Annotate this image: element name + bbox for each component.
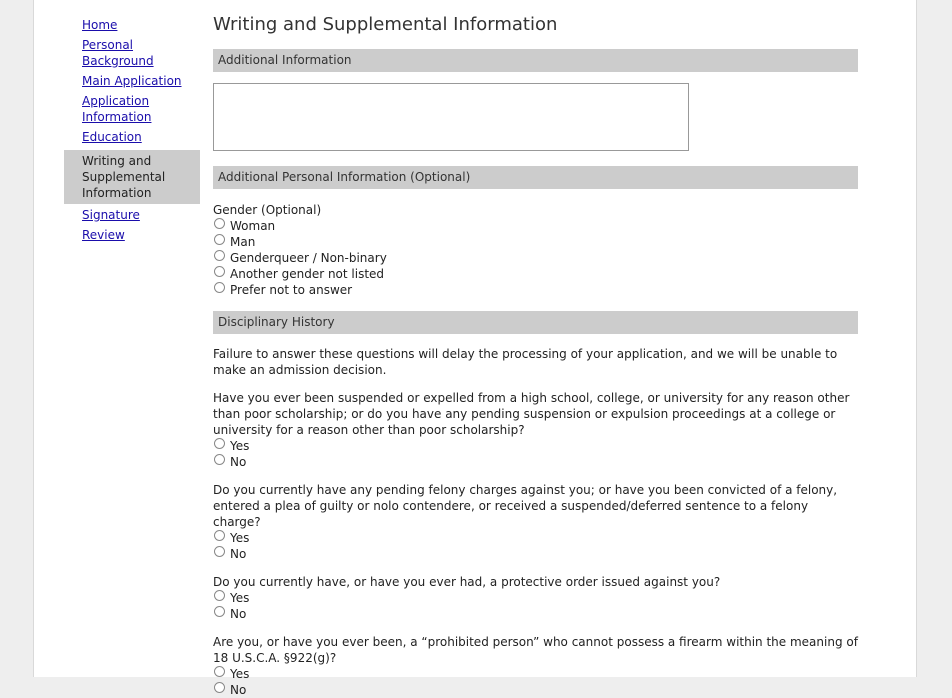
radio-button[interactable] [214, 438, 225, 449]
radio-button[interactable] [214, 546, 225, 557]
page-container [33, 0, 917, 697]
suspension-yes[interactable] [213, 438, 858, 454]
radio-button[interactable] [214, 454, 225, 465]
sidebar-item-application-information[interactable] [64, 92, 200, 128]
gender-option-genderqueer[interactable] [213, 250, 858, 266]
nav-link-review[interactable]: Review [82, 228, 125, 242]
sidebar-item-review[interactable] [64, 226, 200, 246]
option-label: Yes [230, 531, 250, 545]
option-label: Yes [230, 439, 250, 453]
sidebar-item-education[interactable] [64, 128, 200, 148]
prohibited-person-yes[interactable] [213, 666, 858, 682]
section-header-additional-information: Additional Information [213, 49, 858, 72]
sidebar-item-main-application[interactable] [64, 72, 200, 92]
sidebar-nav [64, 16, 200, 246]
sidebar-item-home[interactable] [64, 16, 200, 36]
nav-current-label: Writing and Supplemental Information [82, 154, 166, 200]
section-header-disciplinary-history: Disciplinary History [213, 311, 858, 334]
option-label: Woman [230, 219, 276, 233]
option-label: No [230, 547, 247, 561]
question-felony: Do you currently have any pending felony charges against you; or have you been convicted of a felony, entered a plea of guilty or nolo contendere, or received a suspended/deferred sentence to a felony charge? [213, 483, 838, 529]
sidebar-item-personal-background[interactable] [64, 36, 200, 72]
felony-no[interactable] [213, 546, 858, 562]
protective-order-yes[interactable] [213, 590, 858, 606]
main-content [213, 12, 858, 698]
suspension-no[interactable] [213, 454, 858, 470]
question-prohibited-person: Are you, or have you ever been, a “prohibited person” who cannot possess a firearm within the meaning of 18 U.S.C.A. §922(g)? [213, 635, 858, 665]
gender-label: Gender (Optional) [213, 203, 322, 217]
gender-option-another[interactable] [213, 266, 858, 282]
option-label: No [230, 607, 247, 621]
radio-button[interactable] [214, 266, 225, 277]
gender-option-prefer-not[interactable] [213, 282, 858, 298]
option-label: Yes [230, 591, 250, 605]
felony-yes[interactable] [213, 530, 858, 546]
gender-option-man[interactable] [213, 234, 858, 250]
additional-information-textarea[interactable] [213, 83, 689, 151]
question-suspension: Have you ever been suspended or expelled from a high school, college, or university for any reason other than poor scholarship; or do you have any pending suspension or expulsion proceedings at a college or university for a reason other than poor scholarship? [213, 391, 850, 437]
option-label: Prefer not to answer [230, 283, 353, 297]
gender-option-woman[interactable] [213, 218, 858, 234]
radio-button[interactable] [214, 590, 225, 601]
section-header-personal-information: Additional Personal Information (Optional) [213, 166, 858, 189]
radio-button[interactable] [214, 234, 225, 245]
radio-button[interactable] [214, 218, 225, 229]
prohibited-person-no[interactable] [213, 682, 858, 698]
question-protective-order: Do you currently have, or have you ever had, a protective order issued against you? [213, 575, 721, 589]
radio-button[interactable] [214, 606, 225, 617]
radio-button[interactable] [214, 250, 225, 261]
nav-link-signature[interactable]: Signature [82, 208, 140, 222]
option-label: Another gender not listed [230, 267, 385, 281]
page-title: Writing and Supplemental Information [213, 14, 558, 35]
nav-link-application-information[interactable]: Application Information [82, 94, 152, 124]
radio-button[interactable] [214, 682, 225, 693]
sidebar-item-signature[interactable] [64, 206, 200, 226]
option-label: Genderqueer / Non-binary [230, 251, 387, 265]
radio-button[interactable] [214, 282, 225, 293]
nav-link-education[interactable]: Education [82, 130, 142, 144]
sidebar-item-writing-supplemental [64, 150, 200, 204]
nav-link-home[interactable]: Home [82, 18, 118, 32]
option-label: No [230, 455, 247, 469]
nav-link-personal-background[interactable]: Personal Background [82, 38, 154, 68]
nav-link-main-application[interactable]: Main Application [82, 74, 182, 88]
option-label: Yes [230, 667, 250, 681]
option-label: No [230, 683, 247, 697]
option-label: Man [230, 235, 256, 249]
disciplinary-intro: Failure to answer these questions will delay the processing of your application, and we will be unable to make an admission decision. [213, 347, 838, 377]
protective-order-no[interactable] [213, 606, 858, 622]
radio-button[interactable] [214, 530, 225, 541]
radio-button[interactable] [214, 666, 225, 677]
